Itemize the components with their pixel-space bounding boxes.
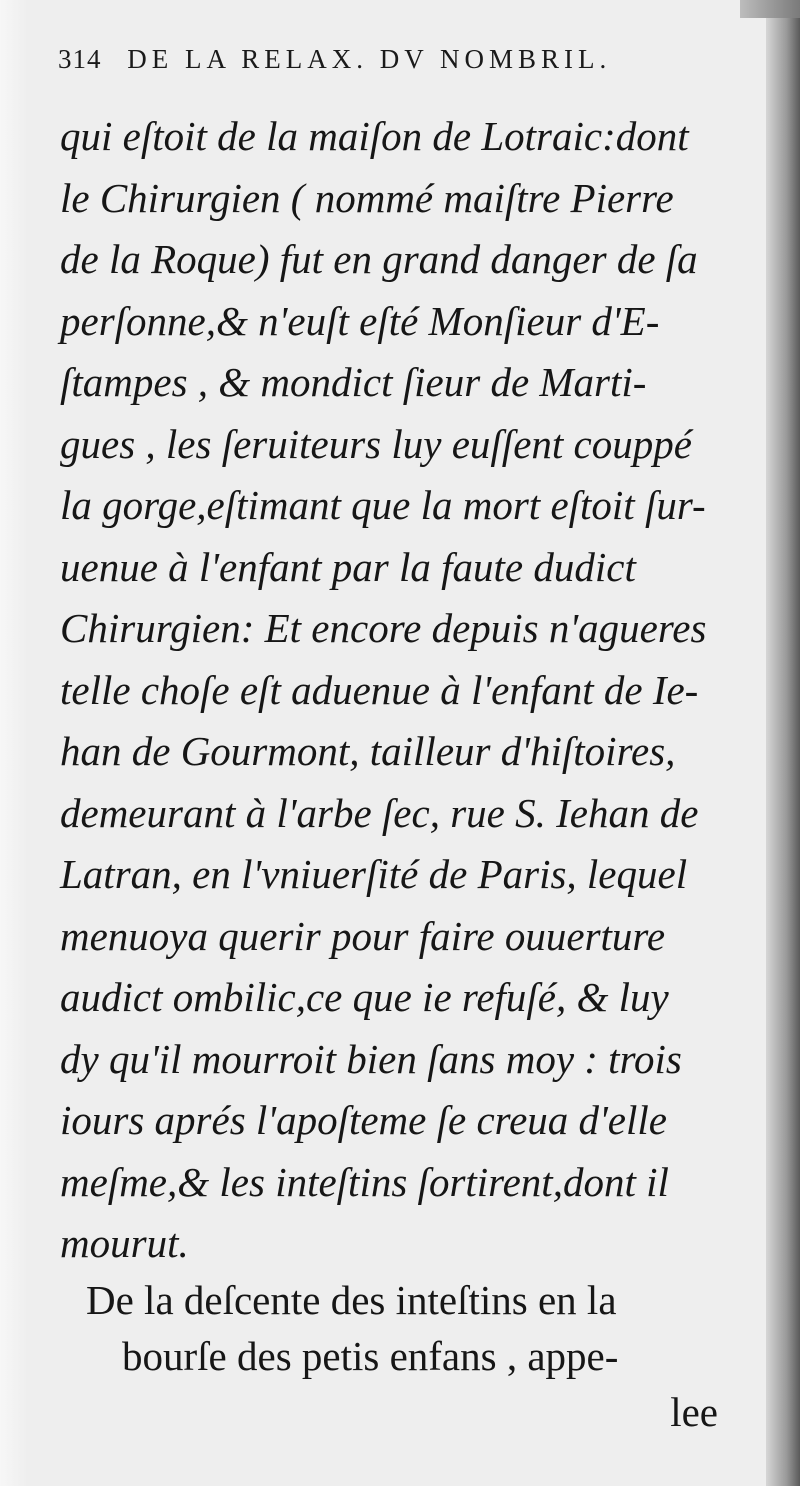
- heading-line: De la deſcente des inteſtins en la: [86, 1277, 617, 1323]
- page-edge: [766, 0, 800, 1486]
- text-line: la gorge,eſtimant que la mort eſtoit ſur-: [60, 482, 706, 528]
- text-line: audict ombilic,ce que ie refuſé, & luy: [60, 974, 669, 1020]
- text-line: gues , les ſeruiteurs luy euſſent couppé: [60, 420, 692, 467]
- text-line: Chirurgien: Et encore depuis n'agueres: [60, 605, 707, 651]
- text-line: le Chirurgien ( nommé maiſtre Pierre: [60, 174, 674, 221]
- page-gutter-shadow: [0, 0, 28, 1486]
- page-number: 314: [58, 44, 102, 74]
- text-line: dy qu'il mourroit bien ſans moy : trois: [60, 1035, 682, 1082]
- catchword: lee: [670, 1389, 718, 1435]
- text-line: Latran, en l'vniuerſité de Paris, lequel: [60, 851, 688, 897]
- running-header: [58, 44, 708, 84]
- text-line: iours aprés l'apoſteme ſe creua d'elle: [60, 1097, 667, 1143]
- text-line: mourut.: [60, 1220, 189, 1266]
- body-paragraph: [60, 106, 750, 1275]
- text-line: menuoya querir pour faire ouuerture: [60, 912, 666, 959]
- running-title: DE LA RELAX. DV NOMBRIL.: [127, 44, 612, 74]
- heading-line: bourſe des petis enfans , appe-: [122, 1333, 619, 1379]
- text-line: han de Gourmont, tailleur d'hiſtoires,: [60, 728, 676, 774]
- text-line: de la Roque) fut en grand danger de ſa: [60, 236, 698, 282]
- text-line: ſtampes , & mondict ſieur de Marti-: [60, 359, 647, 405]
- section-heading: [86, 1272, 746, 1440]
- binding-corner: [740, 0, 800, 18]
- text-line: demeurant à l'arbe ſec, rue S. Iehan de: [60, 789, 699, 836]
- text-line: meſme,& les inteſtins ſortirent,dont il: [60, 1158, 669, 1205]
- text-line: telle choſe eſt aduenue à l'enfant de Ie-: [60, 666, 699, 713]
- text-line: perſonne,& n'euſt eſté Monſieur d'E-: [60, 297, 660, 344]
- text-line: qui eſtoit de la maiſon de Lotraic:dont: [60, 113, 689, 159]
- text-line: uenue à l'enfant par la faute dudict: [60, 543, 636, 590]
